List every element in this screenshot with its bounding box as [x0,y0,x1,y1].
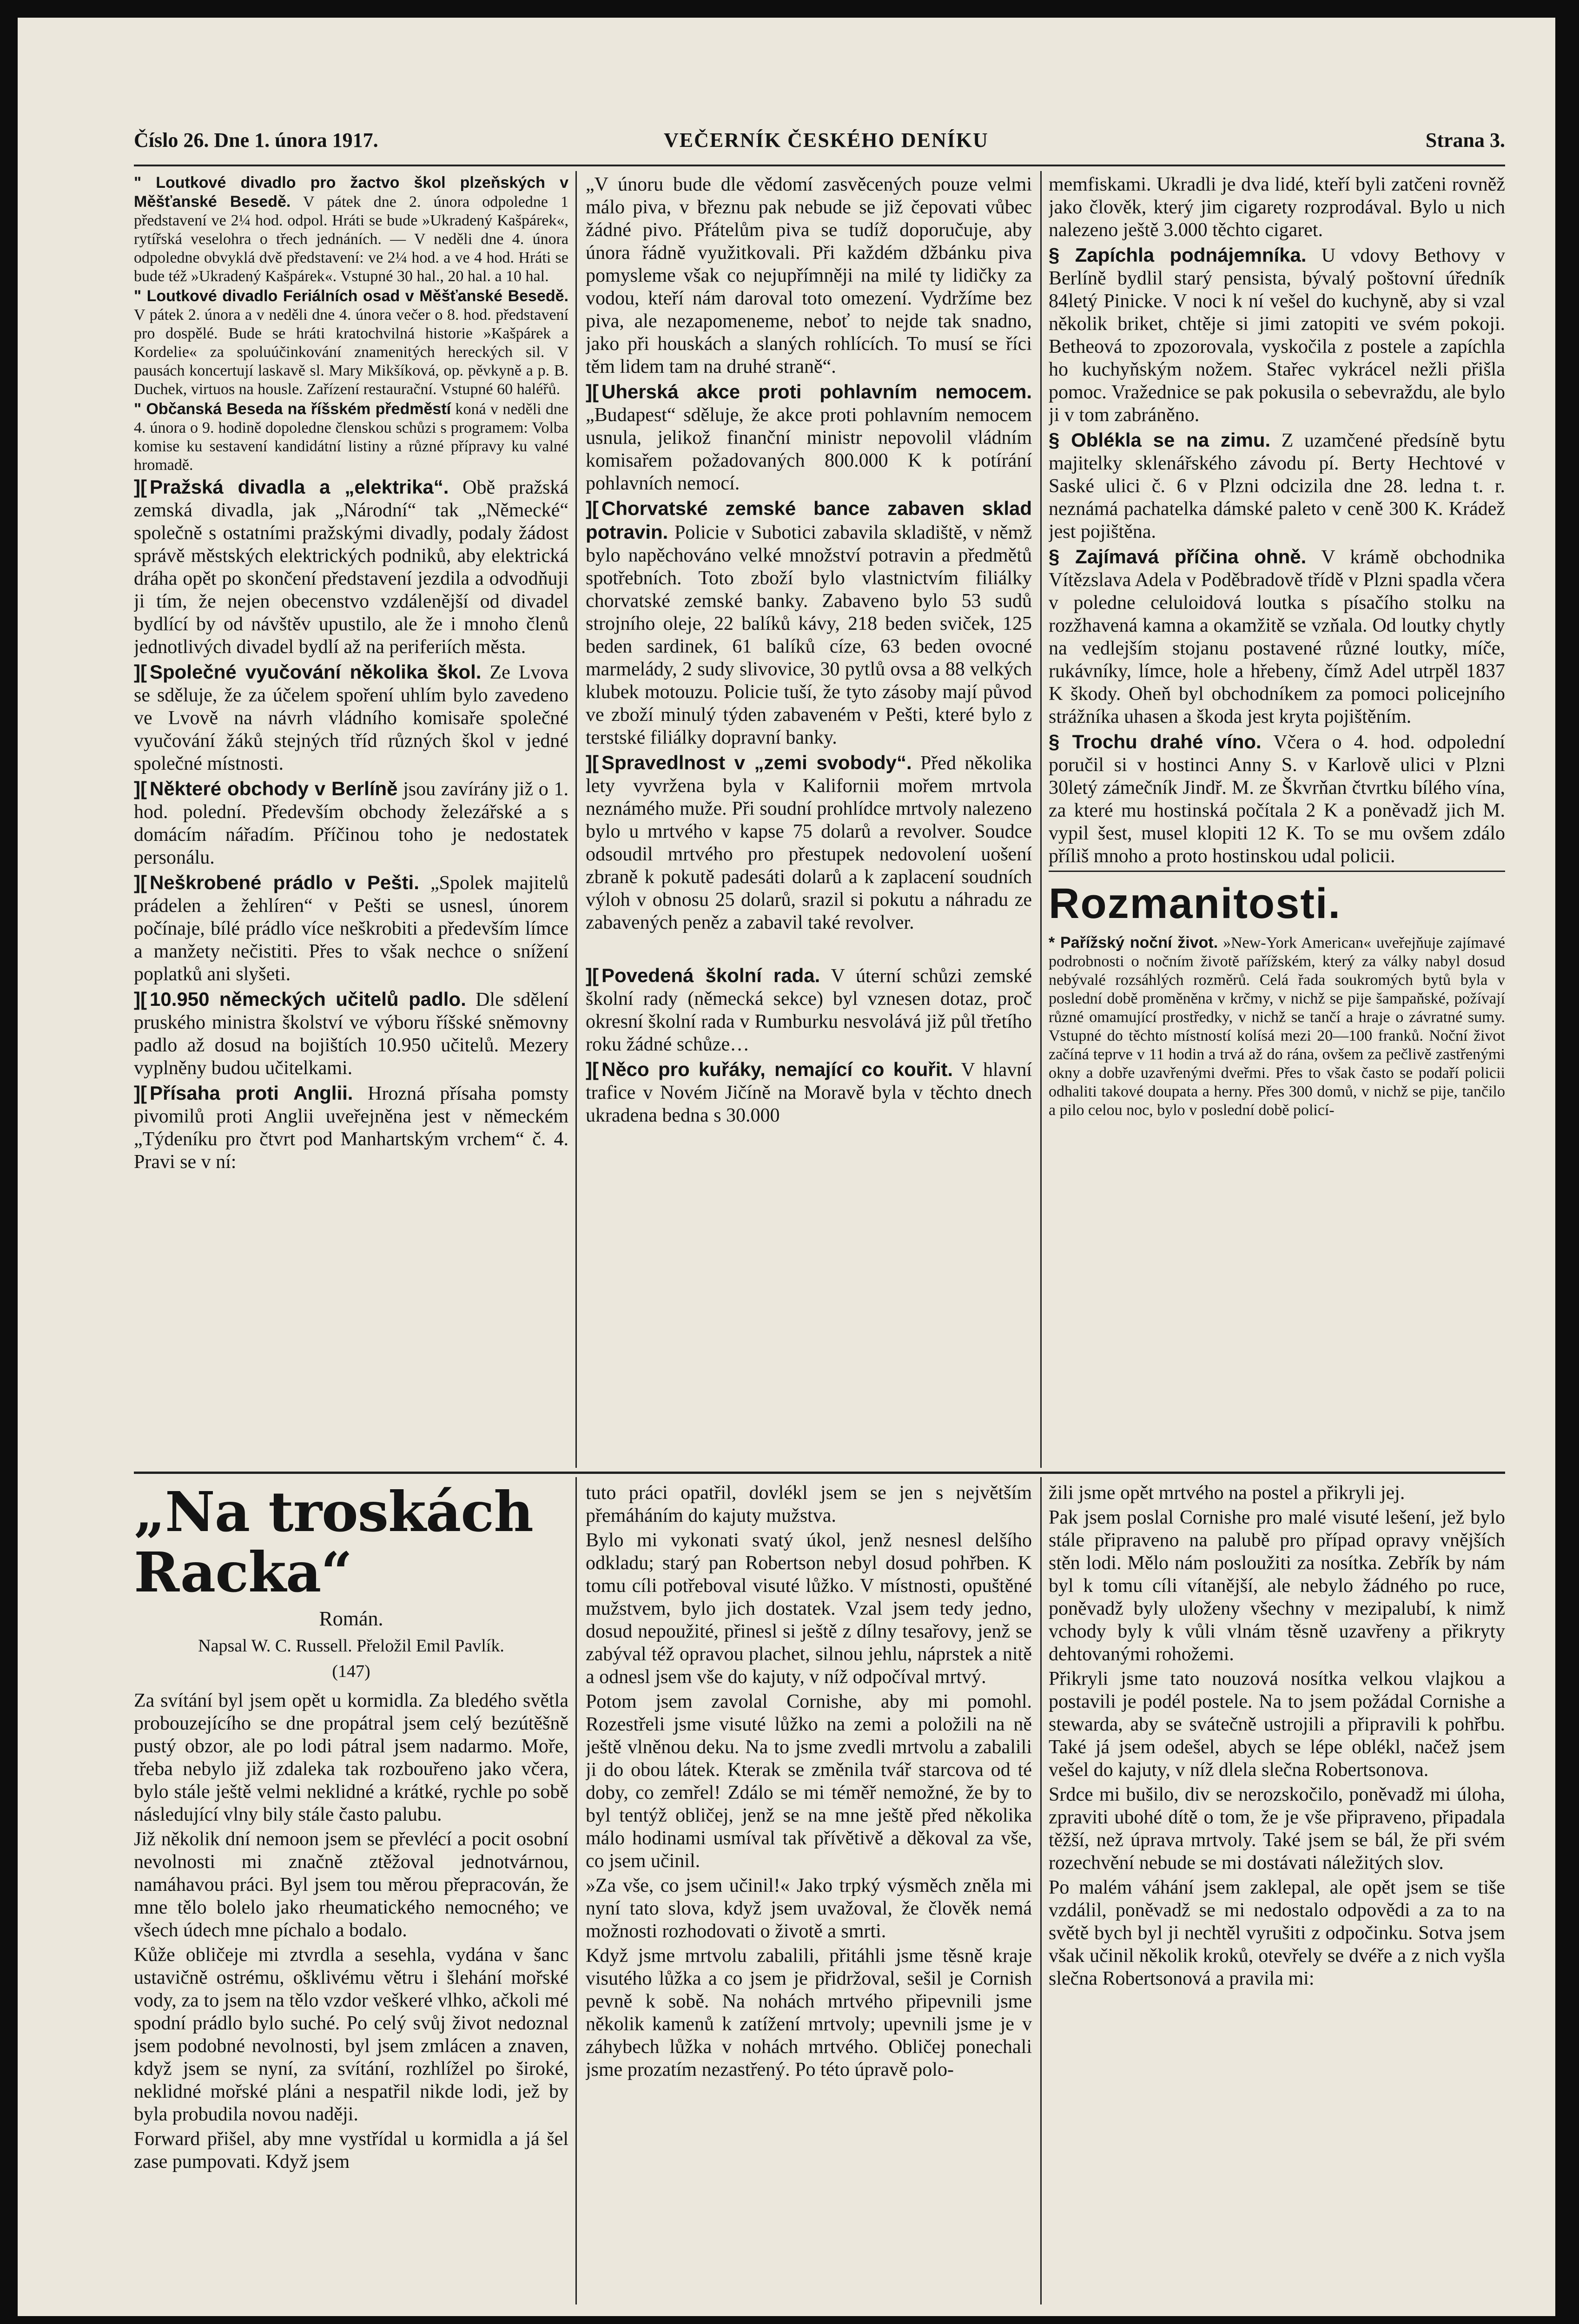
column-divider [575,171,577,1468]
news-heading: Neškrobené prádlo v Pešti. [149,872,419,893]
news-body: Obě pražská zemská divadla, jak „Národní“ tak „Německé“ společně s ostatními pražskými divadly, podaly žádost správě městských elektrických podniků, aby elektrická dráha opět po skončení představení jezdila a odvodňuji ji tím, že nejen obecenstvo vzdálenější od divadel bydlící by od návštěv upustilo, ale že i mnoho členů jednotlivých divadel bydlí až na periferiích města. [134,477,568,658]
news-heading: Pražská divadla a „elektrika“. [149,476,449,498]
section-title-rozmanitosti: Rozmanitosti. [1049,880,1341,927]
news-body: koná v neděli dne 4. února o 9. hodině dopoledne členskou schůzi s programem: Volba komise ku sestavení kandidátní listiny a různé přípravy ku valné hromadě. [134,401,568,474]
news-heading: " Loutkové divadlo Feriálních osad v Měšťanské Besedě. [134,287,568,305]
news-body: Včera o 4. hod. odpolední poručil si v hostinci Anny S. v Karlově ulici v Plzni 30letý zámečník Jindř. M. ze Škvrňan čtvrtku bílého vína, za které mu hostinská počítala 2 K a poněvadž jich M. vypil šest, musel klopiti 12 K. To se mu ovšem zdálo příliš mnoho a proto hostinskou udal policii. [1049,732,1505,867]
novel-paragraph: žili jsme opět mrtvého na postel a přikryli jej. [1049,1482,1405,1504]
novel-column-3 [1049,1482,1505,2309]
news-item [134,173,568,286]
news-item: ][ Něco pro kuřáky, nemající co kouřit. V hlavní trafice v Novém Jičíně na Moravě byla v těchto dnech ukradena bedna s 30.000 [586,1058,1032,1126]
news-heading: Přísaha proti Anglii. [149,1082,353,1104]
news-item [1049,730,1505,868]
newspaper-page [18,18,1555,2316]
news-item [134,287,568,399]
news-body: V pátek dne 2. února odpoledne 1 představení ve 2¼ hod. odpol. Hráti se bude »Ukradený Kašpárek«, rytířská veselohra o třech jednáních. — V neděli dne 4. února odpoledne obvyklá dvě představení: ve 2¼ hod. a ve 4 hod. Hráti se bude též »Ukradený Kašpárek«. Vstupné 30 hal., 20 hal. a 10 hal. [134,193,568,285]
news-body: V pátek 2. února a v neděli dne 4. února večer o 8. hod. představení pro dospělé. Bude se hráti kratochvilná historie »Kašpárek a Kordelie« za spoluúčinkování znamenitých hereckých sil. V pausách koncertují laskavě sl. Mary Mikšíková, op. pěvkyně a p. B. Duchek, virtuos na housle. Zařízení restaurační. Vstupné 60 haléřů. [134,306,568,398]
page-number: Strana 3. [1425,129,1505,152]
news-item [1049,429,1505,543]
novel-installment: (147) [332,1662,370,1681]
news-body: Policie v Subotici zabavila skladiště, v němž bylo napěchováno velké množství potravin a předmětů spotřebních. Toto zboží bylo vlastnictvím filiálky chorvatské zemské banky. Zabaveno bylo 53 sudů strojního oleje, 22 balíků kávy, 218 beden sviček, 125 beden sardinek, 61 balíků cíze, 63 beden ovocné marmelády, 2 sudy slivovice, 30 pytlů ovsa a 88 velkých klubek motouzu. Policie tuší, že tyto zásoby mají původ ve zboží minulý týden zabaveném v Pešti, které bylo z terstské filiálky dopravní banky. [586,522,1032,748]
novel-author: Napsal W. C. Russell. Přeložil Emil Pavlík. [198,1636,504,1656]
news-heading: Uherská akce proti pohlavním nemocem. [601,381,1032,403]
news-heading: " Občanská Beseda na říšském předměstí [134,400,451,418]
news-heading: § Zajímavá příčina ohně. [1049,546,1307,568]
news-item [1049,933,1505,1120]
novel-paragraph: Srdce mi bušilo, div se nerozskočilo, poněvadž mi úloha, zpraviti ubohé dítě o tom, že je vše připraveno, připadala těžší, než úprava mrtvoly. Také jsem se bál, že při svém rozechvění nebude se mi dostávati náležitých slov. [1049,1784,1505,1874]
news-item: ][ Spravedlnost v „zemi svobody“. Před několika lety vyvržena byla v Kalifornii mořem mrtvola neznámého muže. Při soudní prohlídce mrtvoly nalezeno bylo u mrtvého v kapse 75 dolarů a revolver. Soudce odsoudil mrtvého pro přestupek nedovolení uošení zbraně k pokutě padesáti dolarů a k zaplacení soudních výloh v obnosu 25 dolarů, srazil si pokutu a náhradu ze zabavených peněz a zabavil také revolver. [586,752,1032,933]
novel-column-1 [134,1482,568,2309]
novel-paragraph: Bylo mi vykonati svatý úkol, jenž nesnesl delšího odkladu; starý pan Robertson nebyl dosud pohřben. K tomu cíli potřeboval visuté lůžko. V místnosti, opuštěné mužstvem, bylo jich dostatek. Vzal jsem tedy jedno, dosud nepoužité, přinesl si ještě z dílny tesařovy, jenž se zabýval též opravou plachet, silnou jehlu, náprstek a nitě a odnesl jsem vše do kajuty, v níž odpočíval mrtvý. [586,1530,1032,1688]
news-body: Hrozná přísaha pomsty pivomilů proti Anglii uveřejněna jest v německém „Týdeníku pro čtvrt pod Manhartským vrchem“ č. 4. Pravi se v ní: [134,1083,568,1173]
header-rule [134,165,1505,166]
news-item: ][ Společné vyučování několika škol. Ze Lvova se sděluje, že za účelem spoření uhlím bylo zavedeno ve Lvově na návrh vládního komisaře společné vyučování žáků stejných tříd různých škol v jedné společné místnosti. [134,661,568,774]
novel-paragraph: Po malém váhání jsem zaklepal, ale opět jsem se tiše vzdálil, poněvadž se mi nedostalo odpovědi a za to na světě bych byl ji nechtěl vyrušiti z odpočinku. Sotva jsem však učinil několik kroků, otevřely se dvéře a z nich vyšla slečna Robertsonová a pravila mi: [1049,1877,1505,1989]
news-body: V hlavní trafice v Novém Jičíně na Moravě byla v těchto dnech ukradena bedna s 30.000 [586,1059,1032,1126]
news-body: „Spolek majitelů prádelen a žehlíren“ v Pešti se usnesl, únorem počínaje, bílé prádlo více neškrobiti a především límce a manžety nečistiti. Přes to však nechce o snížení poplatků ani slyšeti. [134,872,568,985]
news-heading: * Pařížský noční život. [1049,934,1218,951]
news-body: V úterní schůzi zemské školní rady (německá sekce) byl vznesen dotaz, proč okresní školní rada v Rumburku nesvolává již půl třetího roku žádné schůze… [586,965,1032,1055]
feuilleton-rule [134,1472,1505,1474]
news-item: ][ Chorvatské zemské bance zabaven sklad potravin. Policie v Subotici zabavila skladiště, v němž bylo napěchováno velké množství potravin a předmětů spotřebních. Toto zboží bylo vlastnictvím filiálky chorvatské zemské banky. Zabaveno bylo 53 sudů strojního oleje, 22 balíků kávy, 218 beden sviček, 125 beden sardinek, 61 balíků cíze, 63 beden ovocné marmelády, 2 sudy slivovice, 30 pytlů ovsa a 88 velkých klubek motouzu. Policie tuší, že tyto zásoby mají původ ve zboží minulý týden zabaveném v Pešti, které bylo z terstské filiálky dopravní banky. [586,497,1032,748]
novel-paragraph: Forward přišel, aby mne vystřídal u kormidla a já šel zase pumpovati. Když jsem [134,2128,568,2172]
column-divider [1040,1477,1042,2304]
novel-paragraph: Když jsme mrtvolu zabalili, přitáhli jsme těsně kraje visutého lůžka a co jsem je přidržoval, sešil je Cornish pevně k sobě. Na nohách mrtvého připevnili jsme několik kamenů k zatížení mrtvoly; upevnili jsme je v záhybech lůžka v nohách mrtvého. Obličej ponechali jsme prozatím nezastřený. Po této úpravě polo- [586,1945,1032,2080]
news-heading: Některé obchody v Berlíně [149,778,398,799]
news-body: Ze Lvova se sděluje, že za účelem spoření uhlím bylo zavedeno ve Lvově na návrh vládního komisaře společné vyučování žáků stejných tříd různých škol v jedné společné místnosti. [134,662,568,774]
news-heading: 10.950 německých učitelů padlo. [149,988,466,1010]
news-heading: Něco pro kuřáky, nemající co kouřit. [601,1058,953,1080]
column-divider [1040,171,1042,1468]
news-heading: Společné vyučování několika škol. [149,661,482,683]
novel-paragraph: Potom jsem zavolal Cornishe, aby mi pomohl. Rozestřeli jsme visuté lůžko na zemi a položili na ně ještě vlněnou deku. Na to jsme zvedli mrtvolu a zabalili ji do obou látek. Kterak se změnila tvář starcova od té doby, co zemřel! Zdálo se mi téměř nemožné, že by to byl tentýž obličej, jenž se na mne ještě před několika málo hodinami usmíval tak přívětivě a děkoval za vše, co jsem učinil. [586,1691,1032,1872]
novel-paragraph: tuto práci opatřil, dovlékl jsem se jen s největším přemáháním do kajuty mužstva. [586,1482,1032,1526]
news-body: Před několika lety vyvržena byla v Kalifornii mořem mrtvola neznámého muže. Při soudní prohlídce mrtvoly nalezeno bylo u mrtvého v kapse 75 dolarů a revolver. Soudce odsoudil mrtvého pro přestupek nedovolení uošení zbraně k pokutě padesáti dolarů a k zaplacení soudních výloh v obnosu 25 dolarů, srazil si pokutu a náhradu ze zabavených peněz a zabavil také revolver. [586,753,1032,933]
news-body: »New-York American« uveřejňuje zajímavé podrobnosti o nočním životě pařížském, který za války nabyl dosud nebývalé rozsáhlých rozměrů. Celá řada soukromých bytů byla v poslední době proměněna v krčmy, v nichž se pije šampaňské, požívají různé omamující prostředky, v nichž se tančí a hraje o závratné sumy. Vstupné do těchto místností kolísá mezi 20—100 franků. Noční život začíná teprve v 11 hodin a trvá až do rána, ovšem za pečlivě zastřenými okny a dobře uzavřenými dveřmi. Přes to však často se podaří policii odhaliti takové doupata a herny. Přes 300 domů, v nichž se pije, tančilo a pilo celou noc, bylo v poslední době policí- [1049,934,1505,1119]
novel-genre: Román. [319,1607,383,1630]
news-column-3 [1049,173,1505,1466]
news-heading: Spravedlnost v „zemi svobody“. [601,752,912,773]
issue-date: Číslo 26. Dne 1. února 1917. [134,129,378,152]
news-body: jsou zavírány již o 1. hod. polední. Především obchody železářské a s domácím nářadím. Příčinou toho je nedostatek personálu. [134,779,568,868]
novel-paragraph: Již několik dní nemoon jsem se převlécí a pocit osobní nevolnosti mi značně ztěžoval jednotvárnou, namáhavou práci. Byl jsem tou měrou přepracován, že mne tělo bolelo jako rheumatického nemocného; ve všech údech mne píchalo a bodalo. [134,1829,568,1941]
news-item [1049,173,1505,242]
news-body: „V únoru bude dle vědomí zasvěcených pouze velmi málo piva, v březnu pak nebude se již čepovati vůbec žádné pivo. Přátelům piva se tudíž doporučuje, aby února řádně využitkovali. Při každém džbánku piva pomysleme však co nejupřímněji na milé ty lidičky za vodou, kteří nám daroval toto omezení. Vydržíme bez piva, ale nezapomeneme, neboť to nejde tak snadno, jako při houskách a slaných rohlících. To musí se říci těm lidem tam na druhé straně“. [586,174,1032,377]
news-column-1 [134,173,568,1466]
news-item: ][ Neškrobené prádlo v Pešti. „Spolek majitelů prádelen a žehlíren“ v Pešti se usnesl, únorem počínaje, bílé prádlo více neškrobiti a především límce a manžety nečistiti. Přes to však nechce o snížení poplatků ani slyšeti. [134,872,568,985]
novel-paragraph: Přikryli jsme tato nouzová nosítka velkou vlajkou a postavili je podél postele. Na to jsem požádal Cornishe a stewarda, aby se svátečně ustrojili a připravili k pohřbu. Také já jsem odešel, abych se lépe oblékl, načež jsem vešel do kajuty, v níž dlela slečna Robertsonova. [1049,1668,1505,1781]
news-item: ][ Přísaha proti Anglii. Hrozná přísaha pomsty pivomilů proti Anglii uveřejněna jest v německém „Týdeníku pro čtvrt pod Manhartským vrchem“ č. 4. Pravi se v ní: [134,1082,568,1173]
news-body: „Budapest“ sděluje, že akce proti pohlavním nemocem usnula, jelikož finanční ministr nepovolil vládním komisařem požadovaných 800.000 K k potírání pohlavních nemocí. [586,404,1032,494]
news-body: U vdovy Bethovy v Berlíně bydlil starý pensista, bývalý poštovní úředník 84letý Pinicke. V noci k ní vešel do kuchyně, aby si vzal několik briket, chtěje si jimi zatopiti ve svém pokoji. Betheová to zpozorovala, vyskočila z postele a zapíchla ho kuchyňským nožem. Stařec vykrácel nežli přišla pomoc. Vražednice se pak pokusila o sebevraždu, ale bylo ji v tom zabráněno. [1049,245,1505,426]
news-item: ][ Některé obchody v Berlíně jsou zavírány již o 1. hod. polední. Především obchody železářské a s domácím nářadím. Příčinou toho je nedostatek personálu. [134,778,568,868]
news-body: Dle sdělení pruského ministra školství ve výboru říšské sněmovny padlo až dosud na bojištích 10.950 učitelů. Mezery vyplněny budou učitelkami. [134,989,568,1079]
novel-paragraph: Za svítání byl jsem opět u kormidla. Za bledého světla probouzejícího se dne propátral jsem celý bezútěšně pustý obzor, ale po lodi pátral jsem nadarmo. Moře, třeba nebylo již zdaleka tak rozbouřeno jako včera, bylo stále ještě velmi neklidné a krátké, rychle po sobě následující vlny bily stále často palubu. [134,1690,568,1825]
column-divider [575,1477,577,2304]
news-heading: Povedená školní rada. [601,964,820,986]
novel-paragraph: Pak jsem poslal Cornishe pro malé visuté lešení, jež bylo stále připraveno na palubě pro případ opravy vnějších stěn lodi. Mělo nám posloužiti za nosítka. Zebřík by nám byl k tomu cíli vítanější, ale nebylo žádného po ruce, poněvadž byly uloženy všechny v mezipalubí, k nimž vchody byly k vůli vlnám těsně uzavřeny a přikryty dehtovanými rohožemi. [1049,1507,1505,1665]
novel-column-2 [586,1482,1032,2309]
news-heading: § Zapíchla podnájemníka. [1049,244,1307,266]
news-item: ][ Povedená školní rada. V úterní schůzi zemské školní rady (německá sekce) byl vznesen dotaz, proč okresní školní rada v Rumburku nesvolává již půl třetího roku žádné schůze… [586,964,1032,1055]
news-body: V krámě obchodnika Vítězslava Adela v Poděbradově třídě v Plzni spadla včera v poledne celuloidová loutka s písačího stolku na rozžhavená kamna a okamžitě se vzňala. Od loutky chytly na vedlejším stojanu postavené různé loutky, míče, rukávníky, límce, hole a hřebeny, čímž Adel utrpěl 1837 K škody. Oheň byl obchodníkem za pomoci policejního strážníka uhasen a škoda jest kryta pojištěním. [1049,547,1505,727]
news-item: ][ Uherská akce proti pohlavním nemocem. „Budapest“ sděluje, že akce proti pohlavním nemocem usnula, jelikož finanční ministr nepovolil vládním komisařem požadovaných 800.000 K k potírání pohlavních nemocí. [586,381,1032,494]
novel-paragraph: Kůže obličeje mi ztvrdla a sesehla, vydána v šanc ustavičně ostrému, ošklivému větru i šlehání mořské vody, za to jsem na tělo vzdor veškeré vlhko, ačkoli mé spodní prádlo bylo suché. Po celý svůj život nedoznal jsem podobné nevolnosti, byl jsem zmlácen a znaven, když jsem se nyní, za svítání, rozhlížel po široké, neklidné mořské pláni a nespatřil nikde lodi, jež by byla probudila novou naději. [134,1944,568,2125]
news-item [586,173,1032,378]
news-item: ][ 10.950 německých učitelů padlo. Dle sdělení pruského ministra školství ve výboru říšské sněmovny padlo až dosud na bojištích 10.950 učitelů. Mezery vyplněny budou učitelkami. [134,988,568,1079]
page-header [134,128,1505,165]
news-heading: § Oblékla se na zimu. [1049,429,1271,451]
masthead-title: VEČERNÍK ČESKÉHO DENÍKU [664,129,989,152]
news-item [134,400,568,475]
news-column-2 [586,173,1032,1466]
news-body: memfiskami. Ukradli je dva lidé, kteří byli zatčeni rovněž jako člověk, který jim cigarety rozprodával. Bylo u nich nalezeno ještě 3.000 těchto cigaret. [1049,174,1505,241]
section-rule [1049,871,1505,872]
novel-title: „Na troskách Racka“ [134,1482,533,1604]
news-body: Z uzamčené předsíně bytu majitelky sklenářského závodu pí. Berty Hechtové v Saské ulici č. 6 v Plzni odcizila dne 28. ledna t. r. neznámá pachatelka dámské paleto v ceně 300 K. Krádež jest pojištěna. [1049,430,1505,542]
news-heading: § Trochu drahé víno. [1049,731,1262,753]
news-heading: Chorvatské zemské bance zabaven sklad potravin. [586,497,1032,543]
news-heading: " Loutkové divadlo pro žactvo škol plzeňských v Měšťanské Besedě. [134,174,568,211]
news-item [1049,545,1505,728]
novel-paragraph: »Za vše, co jsem učinil!« Jako trpký výsměch zněla mi nyní tato slova, když jsem uvažoval, že člověk nemá možnosti rozhodovati o životě a smrti. [586,1875,1032,1942]
news-item: ][ Pražská divadla a „elektrika“. Obě pražská zemská divadla, jak „Národní“ tak „Německé“ společně s ostatními pražskými divadly, podaly žádost správě městských elektrických podniků, aby elektrická dráha opět po skončení představení jezdila a odvodňuji ji tím, že nejen obecenstvo vzdálenější od divadel bydlící by od návštěv upustilo, ale že i mnoho členů jednotlivých divadel bydlí až na periferiích města. [134,476,568,658]
news-item [1049,244,1505,427]
